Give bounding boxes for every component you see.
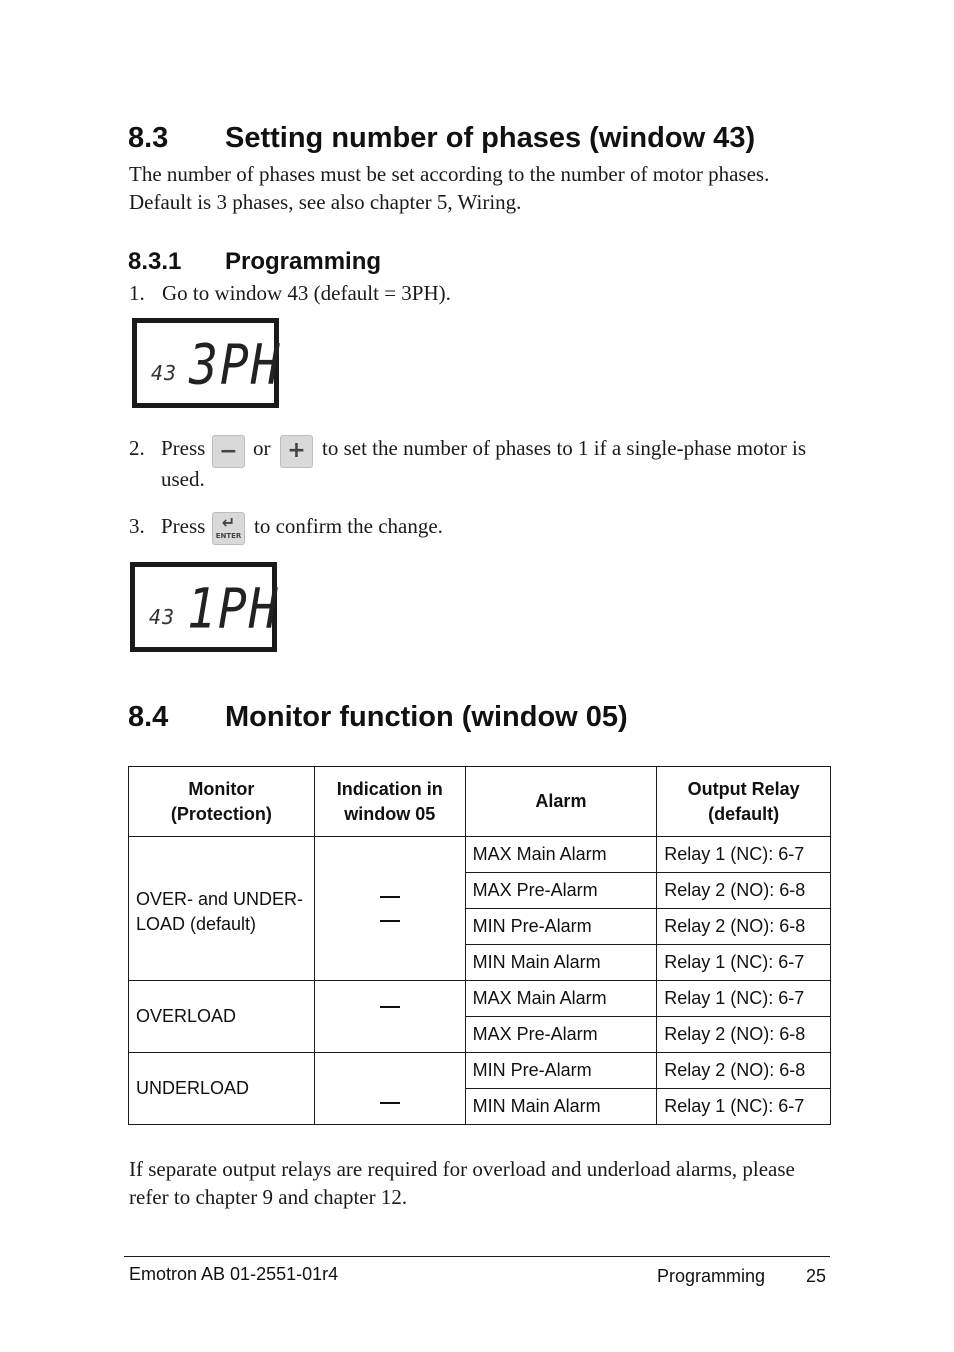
subsection-heading-8-3-1 (128, 248, 828, 278)
press-label: Press (161, 514, 206, 538)
step-text-continued: used. (161, 467, 205, 491)
section-heading-8-4 (128, 701, 828, 737)
table-row (129, 837, 831, 873)
monitor-function-table (128, 766, 831, 1125)
table-row (129, 981, 831, 1017)
footer-document-id: Emotron AB 01-2551-01r4 (129, 1264, 339, 1284)
table-header-row (129, 767, 831, 837)
minus-glyph: − (219, 439, 238, 464)
header-text: Output Relay (687, 778, 800, 799)
enter-key-icon (212, 512, 245, 545)
indication-segment-bottom (380, 920, 400, 922)
lcd-display-1ph (130, 562, 280, 652)
alarm-cell: MIN Main Alarm (465, 945, 657, 981)
step-number: 1. (129, 281, 145, 305)
or-label: or (253, 436, 271, 460)
monitor-text: OVER- and UNDER- (136, 888, 304, 909)
alarm-cell: MAX Main Alarm (465, 837, 657, 873)
intro-line-2: Default is 3 phases, see also chapter 5, Wiring. (129, 190, 522, 214)
indication-cell (314, 837, 465, 981)
alarm-cell: MIN Main Alarm (465, 1089, 657, 1125)
header-monitor (129, 767, 315, 837)
table-row (129, 1053, 831, 1089)
closing-line-1: If separate output relays are required for overload and underload alarms, please (129, 1157, 795, 1181)
lcd-value: 3PH (189, 333, 282, 398)
relay-cell: Relay 2 (NO): 6-8 (657, 909, 831, 945)
step-1 (129, 279, 829, 307)
section-heading-8-3 (128, 122, 828, 158)
relay-cell: Relay 1 (NC): 6-7 (657, 981, 831, 1017)
header-text: Indication in (336, 778, 443, 799)
relay-cell: Relay 1 (NC): 6-7 (657, 945, 831, 981)
enter-glyph: ↵ (221, 513, 236, 532)
minus-key-icon (212, 435, 245, 468)
indication-cell (314, 981, 465, 1053)
indication-segment-top (380, 1006, 400, 1008)
alarm-cell: MIN Pre-Alarm (465, 909, 657, 945)
step-text: to confirm the change. (254, 514, 443, 538)
subsection-title: Programming (225, 248, 382, 275)
step-text: Go to window 43 (default = 3PH). (162, 281, 451, 305)
footer-section-name: Programming (657, 1266, 766, 1286)
enter-key-label: ENTER (215, 532, 242, 540)
section-number: 8.4 (128, 701, 169, 733)
closing-line-2: refer to chapter 9 and chapter 12. (129, 1185, 408, 1209)
section-title: Setting number of phases (window 43) (225, 122, 756, 154)
footer-divider (124, 1256, 830, 1257)
alarm-cell: MIN Pre-Alarm (465, 1053, 657, 1089)
plus-key-icon (280, 435, 313, 468)
intro-paragraph (129, 160, 829, 216)
header-text: (Protection) (170, 803, 272, 824)
relay-cell: Relay 2 (NO): 6-8 (657, 1017, 831, 1053)
closing-paragraph (129, 1155, 829, 1211)
lcd-window-number: 43 (151, 361, 178, 385)
footer-page-number: 25 (806, 1266, 827, 1286)
plus-glyph: + (287, 438, 306, 463)
lcd-value: 1PH (187, 577, 280, 642)
monitor-cell: UNDERLOAD (129, 1053, 315, 1125)
relay-cell: Relay 2 (NO): 6-8 (657, 873, 831, 909)
header-relay (657, 767, 831, 837)
relay-cell: Relay 1 (NC): 6-7 (657, 837, 831, 873)
alarm-cell: MAX Main Alarm (465, 981, 657, 1017)
monitor-cell: OVERLOAD (129, 981, 315, 1053)
section-number: 8.3 (128, 122, 169, 154)
step-text: to set the number of phases to 1 if a single-phase motor is (322, 436, 807, 460)
step-number: 3. (129, 514, 145, 538)
lcd-window-number: 43 (149, 605, 176, 629)
header-alarm: Alarm (465, 767, 657, 837)
press-label: Press (161, 436, 206, 460)
header-text: Monitor (188, 778, 255, 799)
header-text: (default) (708, 803, 780, 824)
relay-cell: Relay 1 (NC): 6-7 (657, 1089, 831, 1125)
monitor-text: LOAD (default) (136, 913, 257, 934)
step-number: 2. (129, 436, 145, 460)
indication-segment-top (380, 896, 400, 898)
relay-cell: Relay 2 (NO): 6-8 (657, 1053, 831, 1089)
monitor-cell (129, 837, 315, 981)
indication-segment-bottom (380, 1102, 400, 1104)
lcd-display-3ph (132, 318, 282, 408)
section-title: Monitor function (window 05) (225, 701, 628, 733)
header-text: window 05 (344, 803, 436, 824)
intro-line-1: The number of phases must be set according to the number of motor phases. (129, 162, 770, 186)
header-indication (314, 767, 465, 837)
subsection-number: 8.3.1 (128, 248, 182, 275)
alarm-cell: MAX Pre-Alarm (465, 873, 657, 909)
alarm-cell: MAX Pre-Alarm (465, 1017, 657, 1053)
indication-cell (314, 1053, 465, 1125)
